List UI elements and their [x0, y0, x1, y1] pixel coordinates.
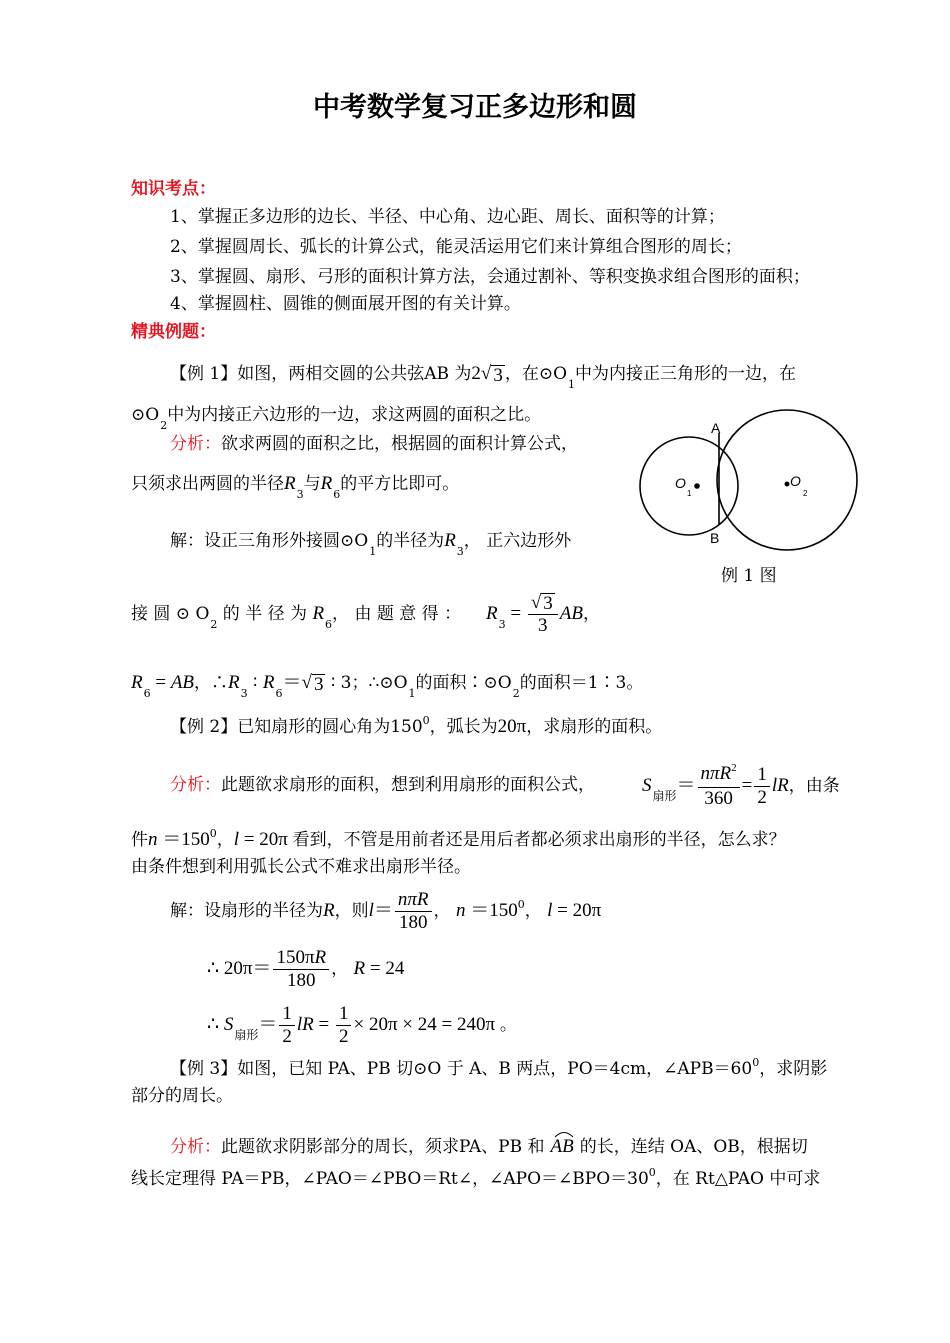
ex1-text: 的半径为 — [376, 531, 445, 551]
ex2-analysis-line-2: 件$n =150^0$，l = 20π 看到，不管是用前者还是用后者都必须求出扇形的半径，怎么求？ — [131, 827, 786, 850]
ex3-text: 线长定理得 PA＝PB，∠PAO＝∠PBO＝Rt∠，∠APO＝∠BPO＝30 — [131, 1169, 649, 1189]
ex2-analysis-line-1 — [170, 773, 595, 797]
label-o1-sub: 1 — [687, 489, 692, 498]
ex1-result-line: $R_6$ = AB，$\therefore R_3$ ∶ $R_6=$ √ 3 ∶ 3；$\therefore⊙O_1$的面积$∶⊙O_2$的面积＝1∶3。 — [131, 672, 644, 700]
arc-ab-symbol: AB — [551, 1136, 574, 1157]
sqrt-sign: √ — [480, 363, 492, 384]
ex2-line-1: 【例 2】已知扇形的圆心角为$150^0$，弧长为20π，求扇形的面积。 — [170, 714, 663, 737]
ex1-circle-o2: $⊙O_2$ — [131, 405, 168, 432]
ex1-text: 解：设正三角形外接圆⊙O — [170, 531, 369, 551]
ex2-analysis-line-3: 由条件想到利用弧长公式不难求出扇形半径。 — [131, 857, 471, 877]
ex1-text: 的面积＝1∶3。 — [519, 673, 644, 693]
knowledge-item-3: 3、掌握圆、扇形、弓形的面积计算方法，会通过割补、等积变换求组合图形的面积； — [170, 267, 810, 287]
ex3-analysis-line-2: 线长定理得 PA＝PB，∠PAO＝∠PBO＝Rt∠，$\angle APO=\angle BPO=30^0$，在 Rt△PAO 中可求 — [131, 1166, 821, 1189]
ex1-figure-caption: 例 1 图 — [721, 566, 777, 586]
knowledge-item-1: 1、掌握正多边形的边长、半径、中心角、边心距、周长、面积等的计算； — [170, 207, 725, 227]
ex1-line-1: 【例 1】如图，两相交圆的公共弦AB 为2 √ 3 ，在$⊙O_1$中为内接正三角形的一边，在 — [170, 363, 797, 391]
ex1-analysis-line-2: 只须求出两圆的半径$R_3$与$R_6$的平方比即可。 — [131, 473, 460, 501]
ex3-line-1: 【例 3】如图，已知 PA、PB 切⊙O 于 A、B 两点，PO＝4cm，$\angle APB=60^0$，求阴影 — [170, 1056, 828, 1079]
analysis-label: 分析： — [170, 1137, 221, 1157]
ex2-text: ，由条 — [788, 776, 840, 796]
ex1-solution-line-2: 接 圆 ⊙ $O_2$ 的 半 径 为 $R_6$， 由 题 意 得 ： — [131, 603, 462, 631]
ex1-text: 欲求两圆的面积之比，根据圆的面积计算公式， — [221, 434, 578, 454]
ex2-text: ，弧长为 — [429, 717, 498, 737]
ex1-text: 【例 1】如图，两相交圆的公共弦AB 为 — [170, 364, 472, 384]
label-o2: O — [790, 473, 801, 489]
center-o1-dot — [694, 483, 700, 489]
label-o1: O — [675, 475, 686, 491]
page-title: 中考数学复习正多边形和圆 — [313, 92, 637, 123]
knowledge-heading: 知识考点： — [131, 179, 216, 199]
ex1-text: 中为内接正三角形的一边，在 — [575, 364, 797, 384]
ex1-text: 只须求出两圆的半径 — [131, 474, 284, 494]
analysis-label: 分析： — [170, 434, 221, 454]
ex2-solution-line-1: 解：设扇形的半径为R，则l＝ $\frac{\text{nπR}}{180}$ ， $n =150^0$， l = 20π — [170, 889, 602, 933]
ex1-text: ， 由 题 意 得 ： — [332, 604, 462, 624]
ex3-analysis-line-1 — [170, 1135, 808, 1159]
ex3-text: ，求阴影 — [759, 1059, 828, 1079]
examples-heading: 精典例题： — [131, 322, 216, 342]
ex1-text: 的 半 径 为 — [217, 604, 313, 624]
ex1-figure — [630, 395, 870, 560]
ex2-text: 件 — [131, 830, 148, 850]
knowledge-item-4: 4、掌握圆柱、圆锥的侧面展开图的有关计算。 — [170, 294, 521, 314]
ex2-text: ，求扇形的面积。 — [526, 717, 663, 737]
ex3-text: 【例 3】如图，已知 PA、PB 切⊙O 于 A、B 两点，PO＝4cm，∠APB＝60 — [170, 1059, 753, 1079]
ex3-text: 此题欲求阴影部分的周长，须求PA、PB 和 — [221, 1137, 545, 1157]
ex1-text: ，在⊙O — [504, 364, 568, 384]
ex1-text: 的平方比即可。 — [340, 474, 460, 494]
ex1-text: ∴⊙O — [368, 673, 408, 693]
ex1-text: 的面积∶⊙O — [415, 673, 512, 693]
ex2-sector-formula: $S_{扇形}=$ $\frac{n\pi R^2}{360}$ = $\frac{1}{2}$ lR，由条 — [642, 762, 840, 809]
ex1-solution-line-1: 解：设正三角形外接圆$⊙O_1$的半径为$R_3$， 正六边形外 — [170, 530, 572, 558]
ex2-text: 解：设扇形的半径为 — [170, 901, 323, 921]
knowledge-item-2: 2、掌握圆周长、弧长的计算公式，能灵活运用它们来计算组合图形的周长； — [170, 237, 742, 257]
ex3-line-2: 部分的周长。 — [131, 1086, 233, 1106]
ex1-text: 中为内接正六边形的一边，求这两圆的面积之比。 — [167, 405, 542, 425]
ex3-text: ，在 Rt△PAO 中可求 — [655, 1169, 821, 1189]
label-o2-sub: 2 — [803, 489, 808, 498]
analysis-label: 分析： — [170, 775, 221, 795]
ex1-text: 接 圆 ⊙ O — [131, 604, 210, 624]
ex2-text: 此题欲求扇形的面积，想到利用扇形的面积公式， — [221, 775, 595, 795]
label-a: A — [711, 420, 721, 436]
center-o2-dot — [785, 482, 790, 487]
ex2-solution-line-2: ∴ 20π＝ $\frac{150\pi R}{180}$ ， R = 24 — [207, 947, 405, 991]
ex3-text: 的长，连结 OA、OB，根据切 — [579, 1137, 808, 1157]
label-b: B — [710, 530, 720, 546]
ex1-analysis-line-1 — [170, 432, 578, 456]
ex1-text: ， 正六边形外 — [463, 531, 572, 551]
ex2-text: 【例 2】已知扇形的圆心角为150 — [170, 717, 423, 737]
ex2-text: 看到，不管是用前者还是用后者都必须求出扇形的半径，怎么求？ — [292, 830, 786, 850]
ex2-text: ，则 — [334, 901, 369, 921]
ex1-formula-r3: $R_3$ = √ 3 3 AB， — [486, 592, 600, 636]
ex2-solution-line-3: ∴ $S_{扇形}=$ $\frac{1}{2}$ lR = $\frac{1}{2}$ × 20π × 24 = 240π 。 — [207, 1003, 517, 1047]
ex1-chord-length: 2 √ 3 — [471, 363, 503, 386]
ex1-line-2 — [131, 403, 542, 432]
ex1-text: 与 — [303, 474, 321, 494]
